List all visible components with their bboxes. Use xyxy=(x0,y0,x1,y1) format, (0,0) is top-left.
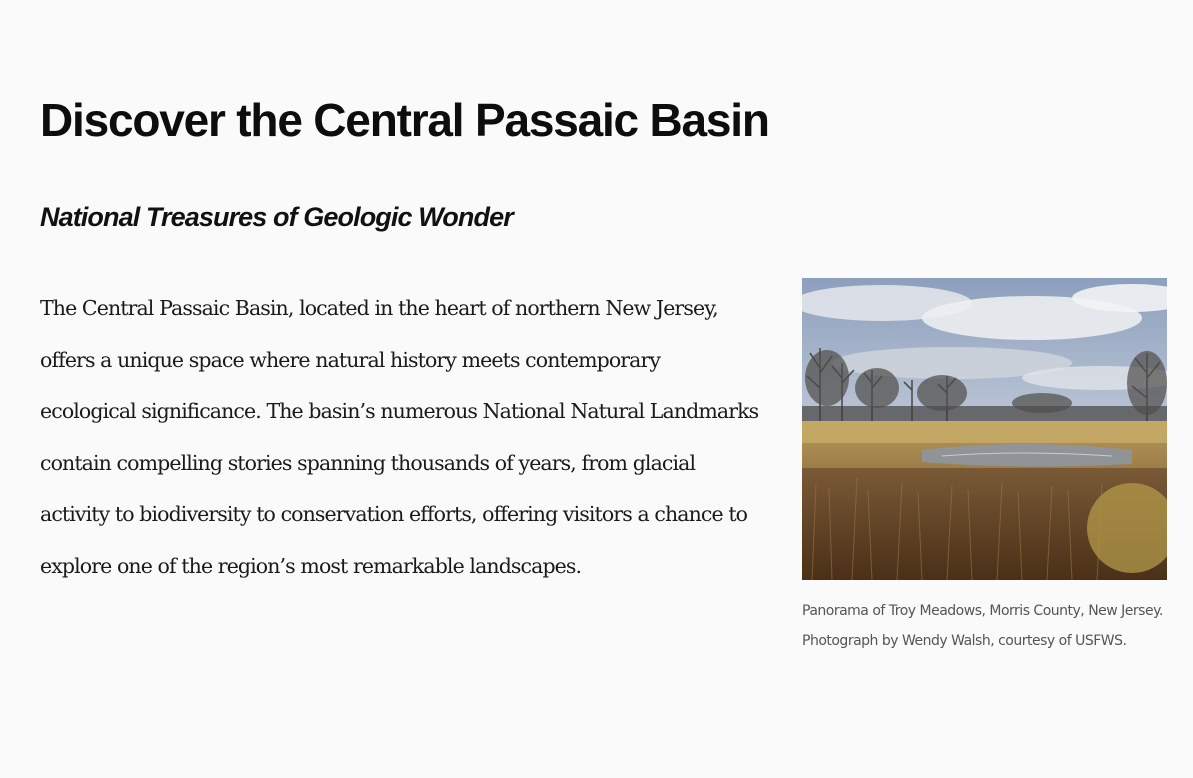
meadow-photo xyxy=(802,278,1167,580)
page-subtitle: National Treasures of Geologic Wonder xyxy=(40,202,513,232)
photo-caption: Panorama of Troy Meadows, Morris County, New Jersey. Photograph by Wendy Walsh, courtesy of USFWS. xyxy=(802,603,1163,649)
page-title: Discover the Central Passaic Basin xyxy=(40,94,769,146)
meadow-figure xyxy=(802,278,1167,656)
intro-paragraph: The Central Passaic Basin, located in the heart of northern New Jersey, offers a unique space where natural history meets contemporary ecological significance. The basin’s numerous National Natural Landmarks contain compelling stories spanning thousands of years, from glacial activity to biodiversity to conservation efforts, offering visitors a chance to explore one of the region’s most remarkable landscapes. xyxy=(40,296,759,578)
